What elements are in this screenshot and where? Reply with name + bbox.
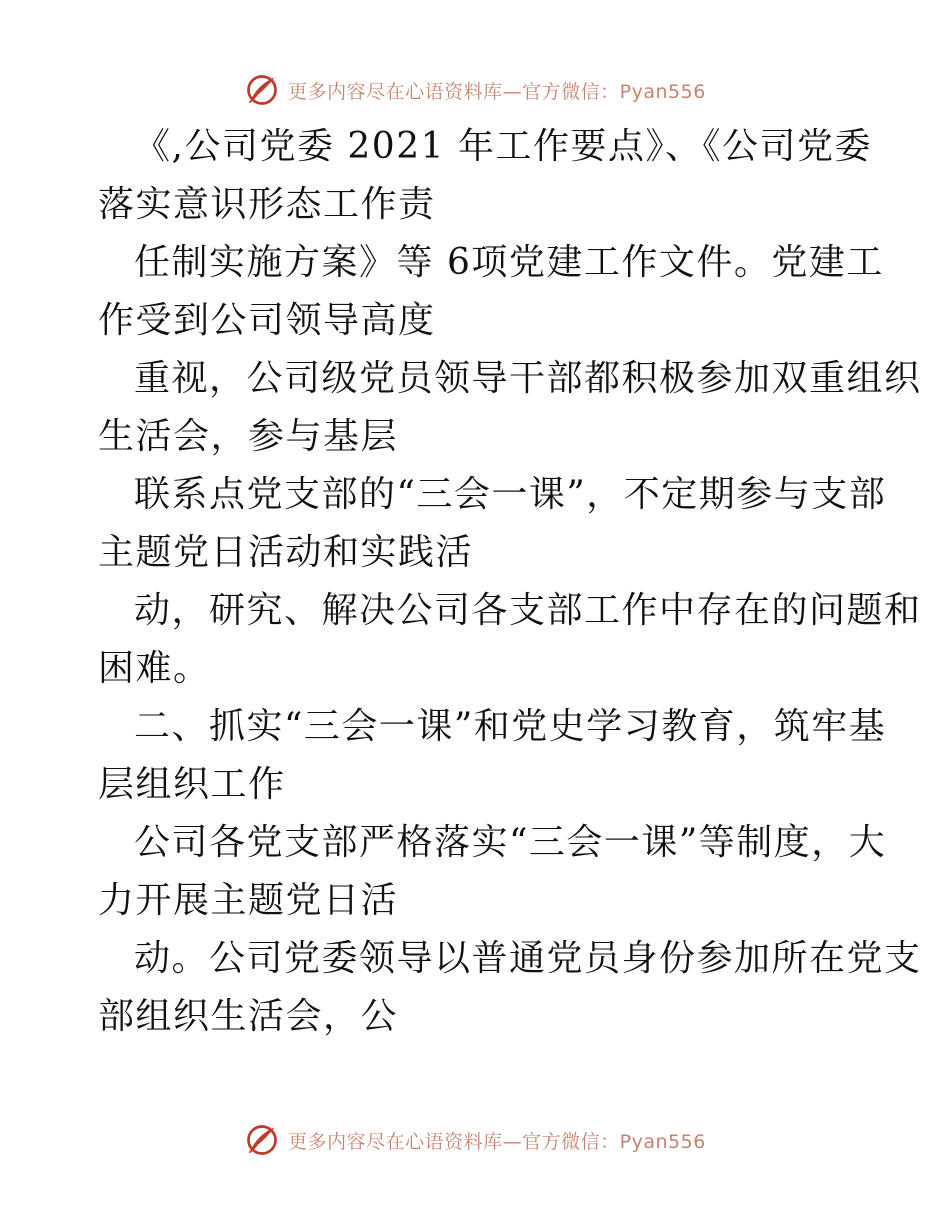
text-line: 动。公司党委领导以普通党员身份参加所在党支 (134, 938, 922, 979)
text-line: 重视，公司级党员领导干部都积极参加双重组织 (134, 358, 922, 399)
text-line: 作受到公司领导高度 (98, 300, 436, 341)
text-line: 层组织工作 (98, 764, 286, 805)
text-line: 联系点党支部的“三会一课”，不定期参与支部 (134, 474, 887, 515)
banner-text: 更多内容尽在心语资料库—官方微信：Pyan556 (288, 1130, 706, 1153)
banner-text: 更多内容尽在心语资料库—官方微信：Pyan556 (288, 80, 706, 103)
header-banner (0, 70, 950, 110)
feather-pen-logo-icon (244, 72, 280, 108)
paragraph-2 (98, 234, 884, 350)
feather-pen-logo-icon (244, 1122, 280, 1158)
paragraph-5 (98, 582, 922, 698)
text-line: 二、抓实“三会一课”和党史学习教育，筑牢基 (134, 706, 887, 747)
text-line: 困难。 (98, 648, 211, 689)
paragraph-3 (98, 350, 922, 466)
text-line: 公司各党支部严格落实“三会一课”等制度，大 (134, 822, 887, 863)
document-body (98, 118, 922, 1046)
paragraph-1 (98, 118, 872, 234)
text-line: 《,公司党委 2021 年工作要点》、《公司党委 (134, 126, 872, 167)
text-line: 力开展主题党日活 (98, 880, 399, 921)
paragraph-4 (98, 466, 887, 582)
text-line: 生活会，参与基层 (98, 416, 399, 457)
text-line: 任制实施方案》等 6项党建工作文件。党建工 (134, 242, 884, 283)
text-line: 主题党日活动和实践活 (98, 532, 474, 573)
text-line: 落实意识形态工作责 (98, 184, 436, 225)
footer-banner (0, 1120, 950, 1160)
text-line: 部组织生活会，公 (98, 996, 399, 1037)
paragraph-6 (98, 814, 887, 930)
text-line: 动，研究、解决公司各支部工作中存在的问题和 (134, 590, 922, 631)
section-heading (98, 698, 887, 814)
paragraph-7 (98, 930, 922, 1046)
